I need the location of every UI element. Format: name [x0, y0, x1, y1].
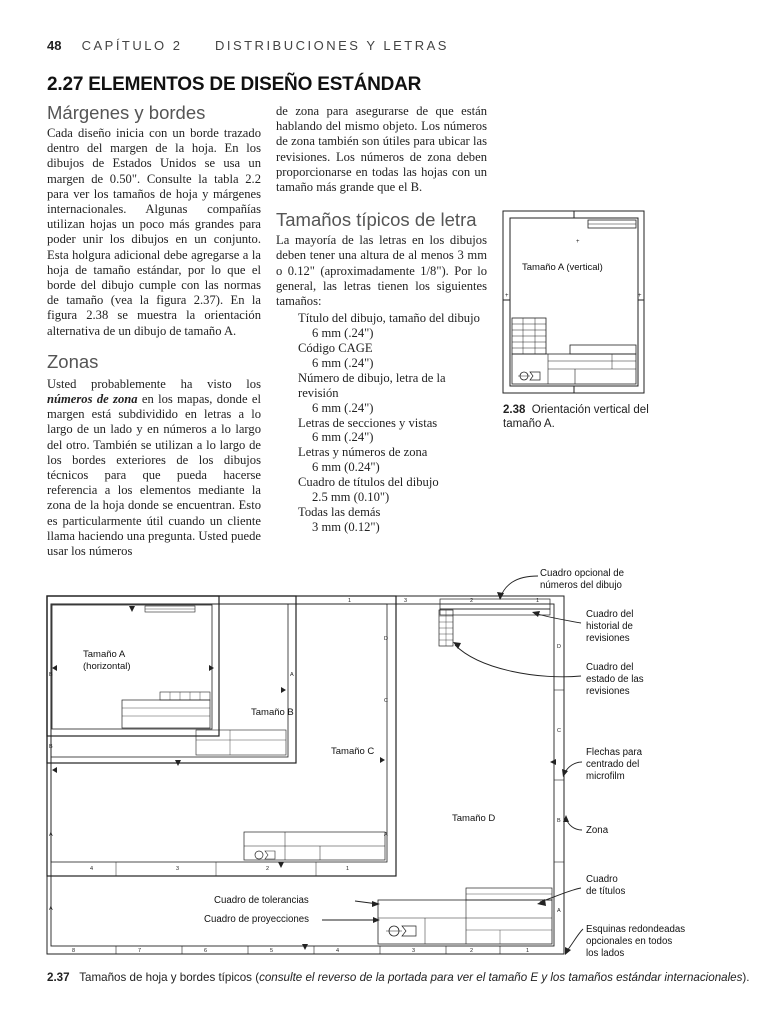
- margins-paragraph: Cada diseño inicia con un borde trazado dentro del margen de la hoja. En los dibujos de Estados Unidos se usa un margen de 0.50". Consulte la tabla 2.2 para ver los tamaños de hoja y márgenes internacionales. Algunas compañías utilizan hojas un poco más grandes para poder unir los dibujos en un conjunto. Esta holgura adicional debe agregarse a la hoja de tamaño estándar, por lo que el borde del dibujo cumple con las normas de tamaño (vea la figura 2.37). En la figura 2.38 se muestra la orientación alternativa de un dibujo de tamaño A.: [47, 126, 261, 338]
- svg-text:+: +: [505, 293, 509, 299]
- heading-letter-sizes: Tamaños típicos de letra: [276, 209, 477, 231]
- letter-size-value: 3 mm (0.12"): [312, 519, 380, 534]
- zone-letter: A: [49, 906, 53, 912]
- callout-rounded-corners: Esquinas redondeadas opcionales en todos los lados: [586, 924, 686, 959]
- letter-size-label: Número de dibujo, letra de la revisión: [298, 370, 446, 400]
- fig-2-37-caption: 2.37 Tamaños de hoja y bordes típicos (consulte el reverso de la portada para ver el tamaño E y los tamaños estándar internacionales).: [47, 971, 750, 984]
- svg-text:+: +: [576, 239, 580, 245]
- letter-size-value: 6 mm (.24"): [312, 355, 374, 370]
- zone-letter: D: [384, 636, 388, 642]
- letter-size-label: Título del dibujo, tamaño del dibujo: [298, 311, 480, 326]
- zone-letter: A: [557, 908, 561, 914]
- zones-paragraph: Usted probablemente ha visto los números de zona en los mapas, donde el margen está subdividido en letras a lo largo de un lado y en números a lo largo del otro. También se utilizan a lo largo de los bordes exteriores de los dibujos técnicos para que pueda hacerse referencia a los elementos mediante la zona de la hoja donde se encuentran. Esto es particularmente útil cuando un cliente llama haciendo una pregunta. Usted puede usar los números: [47, 376, 262, 559]
- letter-size-value: 6 mm (.24"): [312, 400, 374, 415]
- zone-number: 2: [266, 866, 270, 872]
- zone-number: 3: [176, 866, 180, 872]
- callout-projections: Cuadro de proyecciones: [204, 914, 310, 925]
- chapter-title: DISTRIBUCIONES Y LETRAS: [214, 38, 449, 53]
- fig-2-37-number: 2.37: [47, 971, 70, 984]
- page-number: 48: [47, 38, 62, 53]
- zone-number: 1: [526, 948, 530, 954]
- zones-paragraph-cont: de zona para asegurarse de que están hablando del mismo objeto. Los números de zona también son útiles para ubicar las revisiones. Los números de zona deben proporcionarse en todas las hojas con un tamaño más grande que el B.: [276, 104, 487, 195]
- callout-tolerances: Cuadro de tolerancias: [214, 895, 309, 906]
- sheet-a-label: Tamaño A (horizontal): [83, 649, 131, 672]
- callout-zone: Zona: [586, 825, 609, 836]
- zone-number: 3: [412, 948, 416, 954]
- callout-drawing-number: Cuadro opcional de números del dibujo: [540, 568, 625, 591]
- callout-title-block: Cuadro de títulos: [586, 874, 626, 897]
- letter-size-value: 2.5 mm (0.10"): [312, 490, 390, 505]
- zone-letter: C: [384, 698, 388, 704]
- zone-number: 6: [204, 948, 208, 954]
- sheet-a: [47, 596, 219, 736]
- zone-letter: B: [557, 818, 561, 824]
- letter-size-value: 6 mm (0.24"): [312, 460, 380, 475]
- heading-margins: Márgenes y bordes: [47, 102, 206, 123]
- sheet-d-label: Tamaño D: [452, 813, 496, 824]
- fig-2-38-number: 2.38: [503, 404, 526, 416]
- zone-number: 2: [470, 598, 474, 604]
- fig-2-38-inner-label: Tamaño A (vertical): [522, 262, 603, 273]
- callout-revision-status: Cuadro del estado de las revisiones: [586, 662, 644, 697]
- chapter-label: CAPÍTULO 2: [81, 38, 183, 53]
- zone-number: 1: [536, 598, 540, 604]
- heading-zones: Zonas: [47, 350, 99, 372]
- letter-size-label: Letras y números de zona: [298, 445, 428, 460]
- zone-number: 8: [72, 948, 76, 954]
- zone-number: 1: [348, 598, 352, 604]
- zone-letter: D: [557, 644, 561, 650]
- zone-letter: B: [49, 744, 53, 750]
- letter-sizes-intro: La mayoría de las letras en los dibujos deben tener una altura de al menos 3 mm o 0.12" (aproximadamente 1/8"). Por lo general, las letras tienen los siguientes tamaños:: [276, 233, 487, 309]
- zone-number: 3: [404, 598, 408, 604]
- zone-letter: A: [49, 832, 53, 838]
- zone-number: 5: [270, 948, 274, 954]
- zone-letter: A: [290, 672, 294, 678]
- fig-2-38-text: Orientación vertical del tamaño A.: [503, 404, 649, 430]
- zone-number: 7: [138, 948, 142, 954]
- letter-size-value: 6 mm (.24"): [312, 430, 374, 445]
- zone-letter: A: [384, 832, 388, 838]
- svg-text:+: +: [638, 293, 642, 299]
- letter-size-label: Letras de secciones y vistas: [298, 415, 438, 430]
- zone-number: 1: [346, 866, 350, 872]
- callout-revision-history: Cuadro del historial de revisiones: [586, 609, 634, 644]
- callout-centering-arrows: Flechas para centrado del microfilm: [586, 747, 643, 782]
- zone-letter: C: [557, 728, 561, 734]
- letter-size-label: Código CAGE: [298, 341, 373, 356]
- letter-size-label: Cuadro de títulos del dibujo: [298, 475, 439, 490]
- sheet-b: [47, 596, 296, 763]
- zone-number: 4: [90, 866, 94, 872]
- zone-number: 2: [470, 948, 474, 954]
- section-title: 2.27 ELEMENTOS DE DISEÑO ESTÁNDAR: [47, 74, 422, 95]
- letter-size-value: 6 mm (.24"): [312, 326, 374, 341]
- sheet-c-label: Tamaño C: [331, 746, 375, 757]
- letter-size-label: Todas las demás: [298, 505, 381, 520]
- zone-letter: B: [49, 672, 53, 678]
- sheet-b-label: Tamaño B: [251, 707, 294, 718]
- zone-number: 4: [336, 948, 340, 954]
